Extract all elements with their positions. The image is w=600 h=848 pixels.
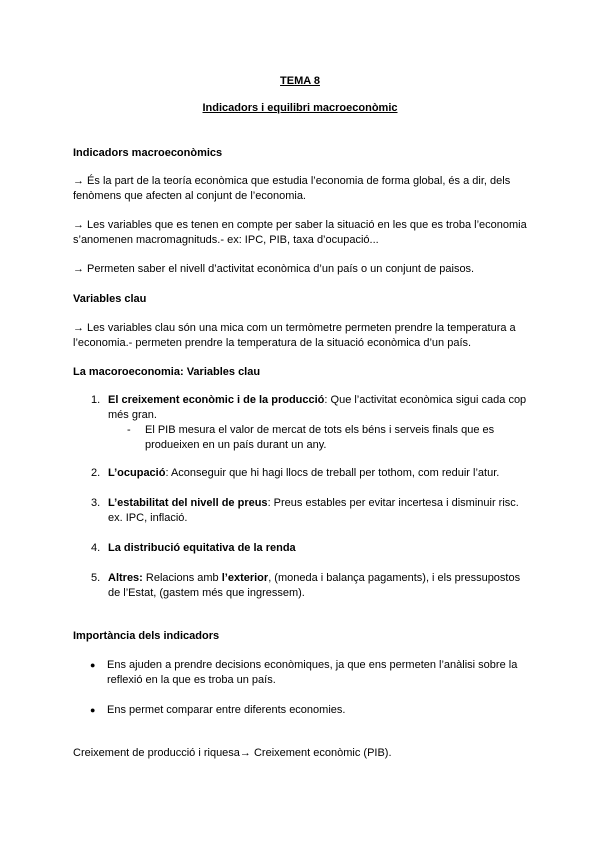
bullet-item bbox=[90, 658, 535, 688]
list-number: 3. bbox=[91, 497, 101, 509]
list-item-text: : Que l’activitat econòmica sigui cada cop més gran. bbox=[108, 394, 527, 421]
section-heading-macroeconomia: La macoroeconomia: Variables clau bbox=[73, 366, 261, 378]
list-item bbox=[91, 466, 531, 481]
section-heading-importancia: Importància dels indicadors bbox=[73, 630, 220, 642]
paragraph: → Les variables clau són una mica com un termòmetre permeten prendre la temperatura a l’economia.- permeten prendre la temperatura de la situació econòmica d’un país. bbox=[73, 322, 516, 349]
paragraph: → Les variables que es tenen en compte per saber la situació en les que es troba l’economia s’anomenen macromagnituds.- ex: IPC, PIB, taxa d’ocupació... bbox=[73, 219, 527, 246]
list-item-text: Relacions amb bbox=[142, 572, 222, 584]
bullet-dot-icon: ● bbox=[90, 705, 96, 715]
list-item bbox=[91, 496, 531, 526]
bullet-text: Ens permet comparar entre diferents economies. bbox=[107, 704, 346, 716]
section-heading-indicadors: Indicadors macroeconòmics bbox=[73, 147, 223, 159]
bullet-item bbox=[90, 703, 535, 718]
paragraph: → Permeten saber el nivell d’activitat econòmica d’un país o un conjunt de paisos. bbox=[73, 263, 475, 275]
section-heading-variables: Variables clau bbox=[73, 293, 147, 305]
list-number: 5. bbox=[91, 572, 101, 584]
dash-bullet: - bbox=[127, 424, 131, 436]
footer-line: Creixement de producció i riquesa→ Creixement econòmic (PIB). bbox=[73, 747, 392, 759]
list-number: 2. bbox=[91, 467, 101, 479]
topic-label: TEMA 8 bbox=[280, 75, 320, 87]
page-title: Indicadors i equilibri macroeconòmic bbox=[202, 102, 398, 114]
list-item bbox=[91, 393, 531, 423]
list-item-bold: El creixement econòmic i de la producció bbox=[108, 394, 325, 406]
bullet-dot-icon: ● bbox=[90, 660, 96, 670]
list-item-bold: Altres: bbox=[108, 572, 143, 584]
list-item-bold: l’exterior bbox=[221, 572, 269, 584]
bullet-text: Ens ajuden a prendre decisions econòmiques, ja que ens permeten l’anàlisi sobre la reflexió en la que es troba un país. bbox=[107, 659, 518, 686]
list-item-text: : Preus estables per evitar incertesa i disminuir risc. ex. IPC, inflació. bbox=[108, 497, 519, 524]
sub-list-text: El PIB mesura el valor de mercat de tots els béns i serveis finals que es produeixen en un país durant un any. bbox=[145, 424, 495, 451]
list-item-bold: La distribució equitativa de la renda bbox=[108, 542, 296, 554]
list-item bbox=[91, 571, 531, 601]
paragraph: → És la part de la teoría econòmica que estudia l’economia de forma global, és a dir, dels fenòmens que afecten al conjunt de l’economia. bbox=[73, 175, 511, 202]
list-item-text: , (moneda i balança pagaments), i els pressupostos de l’Estat, (gastem més que ingressem). bbox=[108, 572, 521, 599]
list-item bbox=[91, 541, 531, 556]
sub-list-item bbox=[127, 423, 527, 453]
list-item-bold: L’ocupació bbox=[108, 467, 166, 479]
list-number: 4. bbox=[91, 542, 101, 554]
list-item-text: : Aconseguir que hi hagi llocs de treball per tothom, com reduir l’atur. bbox=[165, 467, 500, 479]
list-item-bold: L’estabilitat del nivell de preus bbox=[108, 497, 268, 509]
list-number: 1. bbox=[91, 394, 101, 406]
